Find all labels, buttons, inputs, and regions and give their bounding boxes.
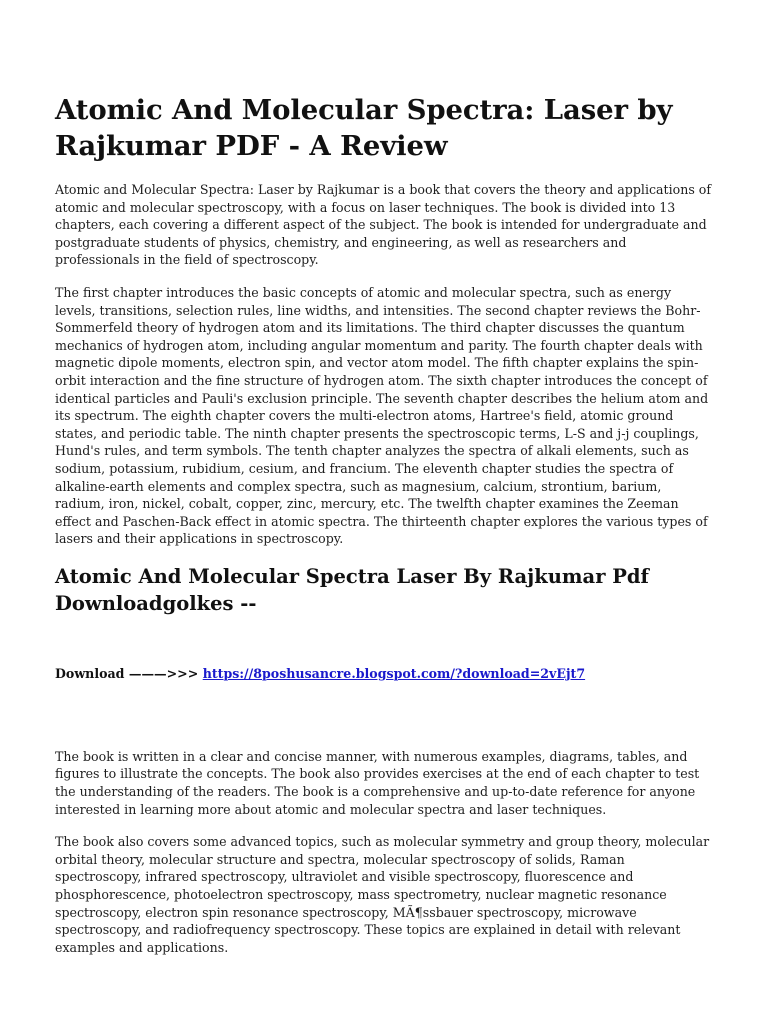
advanced-topics-paragraph: The book also covers some advanced topics, such as molecular symmetry and group theory, molecular orbital theory, molecular structure and spectra, molecular spectroscopy of solids, Raman spectroscopy, infrared spectroscopy, ultraviolet and visible spectroscopy, fluorescence and phosphorescence, photoelectron spectroscopy, mass spectrometry, nuclear magnetic resonance spectroscopy, electron spin resonance spectroscopy, MÃ¶ssbauer spectroscopy, microwave spectroscopy, and radiofrequency spectroscopy. These topics are explained in detail with relevant examples and applications. [55, 834, 710, 955]
document-page [55, 92, 713, 971]
intro-paragraph: Atomic and Molecular Spectra: Laser by Rajkumar is a book that covers the theory and applications of atomic and molecular spectroscopy, with a focus on laser techniques. The book is divided into 13 chapters, each covering a different aspect of the subject. The book is intended for undergraduate and postgraduate students of physics, chemistry, and engineering, as well as researchers and professionals in the field of spectroscopy. [55, 182, 712, 268]
style-paragraph: The book is written in a clear and concise manner, with numerous examples, diagrams, tables, and figures to illustrate the concepts. The book also provides exercises at the end of each chapter to test the understanding of the readers. The book is a comprehensive and up-to-date reference for anyone interested in learning more about atomic and molecular spectra and laser techniques. [55, 748, 700, 817]
section-heading: Atomic And Molecular Spectra Laser By Rajkumar Pdf Downloadgolkes -- [55, 564, 649, 615]
body-continued [55, 748, 713, 957]
chapters-paragraph: The first chapter introduces the basic concepts of atomic and molecular spectra, such as energy levels, transitions, selection rules, line widths, and intensities. The second chapter reviews the Bohr-Sommerfeld theory of hydrogen atom and its limitations. The third chapter discusses the quantum mechanics of hydrogen atom, including angular momentum and parity. The fourth chapter deals with magnetic dipole moments, electron spin, and vector atom model. The fifth chapter explains the spin-orbit interaction and the fine structure of hydrogen atom. The sixth chapter introduces the concept of identical particles and Pauli's exclusion principle. The seventh chapter describes the helium atom and its spectrum. The eighth chapter covers the multi-electron atoms, Hartree's field, atomic ground states, and periodic table. The ninth chapter presents the spectroscopic terms, L-S and j-j couplings, Hund's rules, and term symbols. The tenth chapter analyzes the spectra of alkali elements, such as sodium, potassium, rubidium, cesium, and francium. The eleventh chapter studies the spectra of alkaline-earth elements and complex spectra, such as magnesium, calcium, strontium, barium, radium, iron, nickel, cobalt, copper, zinc, mercury, etc. The twelfth chapter examines the Zeeman effect and Paschen-Back effect in atomic spectra. The thirteenth chapter explores the various types of lasers and their applications in spectroscopy. [55, 284, 709, 547]
download-link[interactable]: https://8poshusancre.blogspot.com/?download=2vEjt7 [202, 665, 586, 681]
page-title: Atomic And Molecular Spectra: Laser by Rajkumar PDF - A Review [55, 94, 673, 162]
download-line [55, 665, 713, 683]
download-label: Download ———>>> [55, 665, 199, 681]
